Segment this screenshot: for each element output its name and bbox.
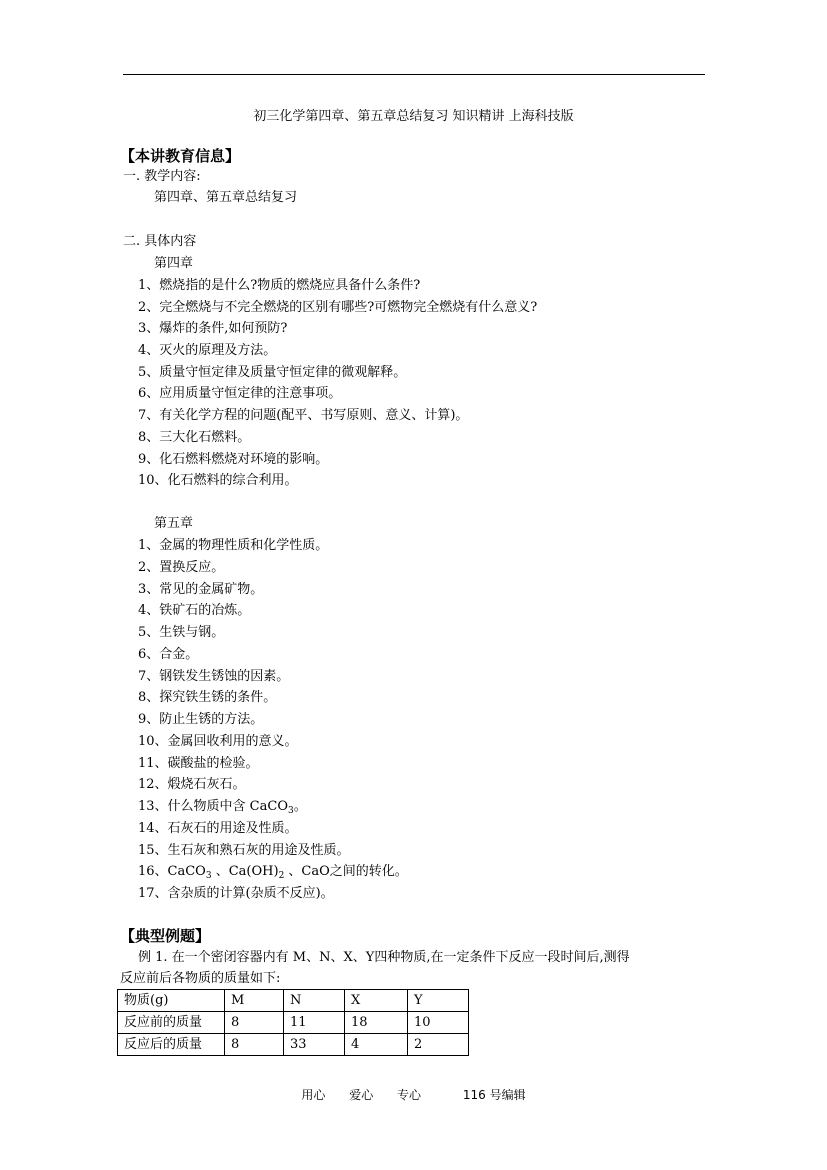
ch4-item: 1、燃烧指的是什么?物质的燃烧应具备什么条件?: [138, 278, 421, 293]
table-cell: 11: [284, 1012, 345, 1034]
table-cell: 18: [345, 1012, 408, 1034]
ch4-item: 8、三大化石燃料。: [138, 430, 251, 445]
table-cell: 2: [408, 1034, 469, 1056]
example1-line2: 反应前后各物质的质量如下:: [120, 971, 281, 986]
table-cell: 反应后的质量: [118, 1034, 225, 1056]
ch4-item: 6、应用质量守恒定律的注意事项。: [138, 386, 342, 401]
part1-text: 第四章、第五章总结复习: [154, 190, 298, 205]
ch5-item-16: [138, 863, 408, 881]
ch4-item: 5、质量守恒定律及质量守恒定律的微观解释。: [138, 365, 407, 380]
item16-part-c: 、CaO之间的转化。: [284, 864, 408, 879]
table-cell: 33: [284, 1034, 345, 1056]
ch4-item: 4、灭火的原理及方法。: [138, 343, 277, 358]
table-cell: 4: [345, 1034, 408, 1056]
ch4-item: 9、化石燃料燃烧对环境的影响。: [138, 452, 329, 467]
example1-line1: 例 1. 在一个密闭容器内有 M、N、X、Y四种物质,在一定条件下反应一段时间后,测得: [138, 950, 630, 965]
ch4-item: 2、完全燃烧与不完全燃烧的区别有哪些?可燃物完全燃烧有什么意义?: [138, 300, 538, 315]
ch5-item: 6、合金。: [138, 647, 199, 662]
ch4-item: 3、爆炸的条件,如何预防?: [138, 321, 288, 336]
table-row: [118, 1034, 469, 1056]
ch5-item: 8、探究铁生锈的条件。: [138, 690, 277, 705]
section-heading-examples: 【典型例题】: [120, 927, 211, 945]
ch4-item: 7、有关化学方程的问题(配平、书写原则、意义、计算)。: [138, 408, 469, 423]
item16-subscript-1: 3: [205, 871, 212, 881]
footer-editor: 116 号编辑: [462, 1088, 526, 1102]
header-rule: [123, 74, 705, 75]
ch5-item: 12、煅烧石灰石。: [138, 777, 246, 792]
page-footer: [0, 1086, 827, 1103]
ch5-item: 5、生铁与钢。: [138, 625, 225, 640]
table-header-cell: 物质(g): [118, 990, 225, 1012]
item16-part-a: 16、CaCO: [138, 864, 206, 879]
item16-subscript-2: 2: [278, 871, 285, 881]
part2-label: 二. 具体内容: [123, 234, 197, 249]
item16-part-b: 、Ca(OH): [211, 864, 279, 879]
table-cell: 8: [225, 1012, 284, 1034]
table-cell: 8: [225, 1034, 284, 1056]
item13-suffix: 。: [293, 799, 307, 814]
ch5-item: 3、常见的金属矿物。: [138, 582, 264, 597]
item13-subscript: 3: [287, 806, 294, 816]
ch5-item-13: [138, 798, 307, 816]
ch5-item: 15、生石灰和熟石灰的用途及性质。: [138, 843, 350, 858]
ch5-item: 2、置换反应。: [138, 560, 225, 575]
chapter4-title: 第四章: [154, 256, 194, 271]
table-header-cell: X: [345, 990, 408, 1012]
chapter5-title: 第五章: [154, 516, 194, 531]
ch5-item: 1、金属的物理性质和化学性质。: [138, 538, 329, 553]
footer-text: 爱心: [349, 1088, 374, 1102]
section-heading-info: 【本讲教育信息】: [120, 147, 241, 165]
ch5-item: 17、含杂质的计算(杂质不反应)。: [138, 886, 334, 901]
table-header-row: [118, 990, 469, 1012]
ch5-item: 9、防止生锈的方法。: [138, 712, 264, 727]
table-cell: 反应前的质量: [118, 1012, 225, 1034]
part1-label: 一. 教学内容:: [123, 169, 201, 184]
ch5-item: 14、石灰石的用途及性质。: [138, 821, 298, 836]
table-header-cell: Y: [408, 990, 469, 1012]
ch5-item: 11、碳酸盐的检验。: [138, 756, 259, 771]
document-title: 初三化学第四章、第五章总结复习 知识精讲 上海科技版: [253, 109, 574, 124]
footer-text: 用心: [301, 1088, 326, 1102]
ch5-item: 7、钢铁发生锈蚀的因素。: [138, 669, 290, 684]
item13-prefix: 13、什么物质中含 CaCO: [138, 799, 288, 814]
table-row: [118, 1012, 469, 1034]
footer-text: 专心: [397, 1088, 422, 1102]
table-cell: 10: [408, 1012, 469, 1034]
ch4-item: 10、化石燃料的综合利用。: [138, 473, 298, 488]
ch5-item: 10、金属回收利用的意义。: [138, 734, 298, 749]
ch5-item: 4、铁矿石的冶炼。: [138, 603, 251, 618]
table-header-cell: M: [225, 990, 284, 1012]
table-header-cell: N: [284, 990, 345, 1012]
mass-table: [117, 989, 469, 1056]
